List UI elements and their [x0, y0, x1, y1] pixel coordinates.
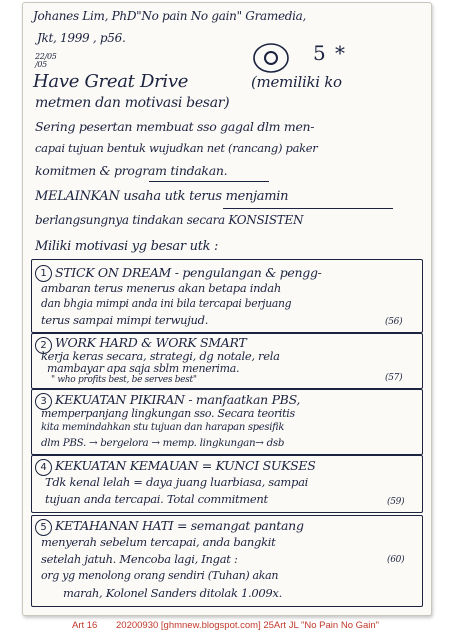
- item-number: 4: [35, 459, 52, 476]
- item-number: 3: [35, 393, 52, 410]
- item-number: 2: [35, 337, 52, 354]
- intro-line: komitmen & program tindakan.: [35, 163, 228, 178]
- circle-zero-icon: [251, 41, 291, 75]
- main-heading-note: (memiliki ko: [251, 73, 342, 91]
- item-number: 5: [35, 519, 52, 536]
- source-citation: Johanes Lim, PhD"No pain No gain" Gramedia,: [33, 9, 307, 23]
- page-ref: (59): [387, 497, 405, 507]
- item-line: ambaran terus menerus akan betapa indah: [41, 281, 281, 295]
- item-line: menyerah sebelum tercapai, anda bangkit: [41, 535, 276, 549]
- star-mark: *: [335, 41, 345, 65]
- item-line: kita memindahkan stu tujuan dan harapan spesifik: [41, 422, 285, 433]
- source-citation-year: Jkt, 1999 , p56.: [37, 31, 126, 45]
- page-ref: (57): [385, 373, 403, 383]
- item-line: KEKUATAN PIKIRAN - manfaatkan PBS,: [55, 392, 301, 407]
- intro-line: MELAINKAN usaha utk terus menjamin: [35, 189, 289, 204]
- item-line: marah, Kolonel Sanders ditolak 1.009x.: [63, 586, 282, 600]
- footer-right: 20200930 [ghmnew.blogspot.com] 25Art JL "No Pain No Gain": [116, 620, 380, 631]
- footer-left: Art 16: [72, 620, 98, 631]
- page-ref: (60): [387, 555, 405, 565]
- main-heading: Have Great Drive: [33, 71, 189, 92]
- item-line: STICK ON DREAM - pengulangan & pengg-: [55, 265, 322, 280]
- item-line: tujuan anda tercapai. Total commitment: [45, 492, 268, 506]
- item-line: KEKUATAN KEMAUAN = KUNCI SUKSES: [55, 458, 316, 473]
- notebook-page: [22, 2, 432, 616]
- item-line: org yg menolong orang sendiri (Tuhan) akan: [41, 569, 279, 582]
- underline: [149, 181, 269, 182]
- underline: [223, 208, 393, 209]
- item-line: mambayar apa saja sblm menerima.: [47, 362, 240, 375]
- mark-number: 5: [313, 41, 326, 65]
- item-line: kerja keras secara, strategi, dg notale, rela: [41, 349, 280, 363]
- item-line: Tdk kenal lelah = daya juang luarbiasa, sampai: [45, 475, 309, 489]
- page-ref: (56): [385, 317, 403, 327]
- item-line: dlm PBS. → bergelora → memp. lingkungan→ dsb: [41, 437, 285, 449]
- note-date: 22/05 /05: [35, 52, 57, 69]
- item-line: memperpanjang lingkungan sso. Secara teoritis: [41, 407, 295, 420]
- heading-subtitle: metmen dan motivasi besar): [35, 95, 230, 111]
- item-line: setelah jatuh. Mencoba lagi, Ingat :: [41, 552, 238, 566]
- intro-line: Miliki motivasi yg besar utk :: [35, 239, 219, 254]
- intro-line: berlangsungnya tindakan secara KONSISTEN: [35, 213, 304, 227]
- intro-line: capai tujuan bentuk wujudkan net (rancang) paker: [35, 141, 318, 155]
- item-line: WORK HARD & WORK SMART: [55, 335, 247, 350]
- item-line: terus sampai mimpi terwujud.: [41, 313, 209, 327]
- item-quote: " who profits best, be serves best": [51, 375, 197, 385]
- item-line: KETAHANAN HATI = semangat pantang: [55, 518, 304, 533]
- item-number: 1: [35, 265, 52, 282]
- intro-line: Sering pesertan membuat sso gagal dlm men-: [35, 119, 315, 134]
- item-line: dan bhgia mimpi anda ini bila tercapai berjuang: [41, 297, 292, 310]
